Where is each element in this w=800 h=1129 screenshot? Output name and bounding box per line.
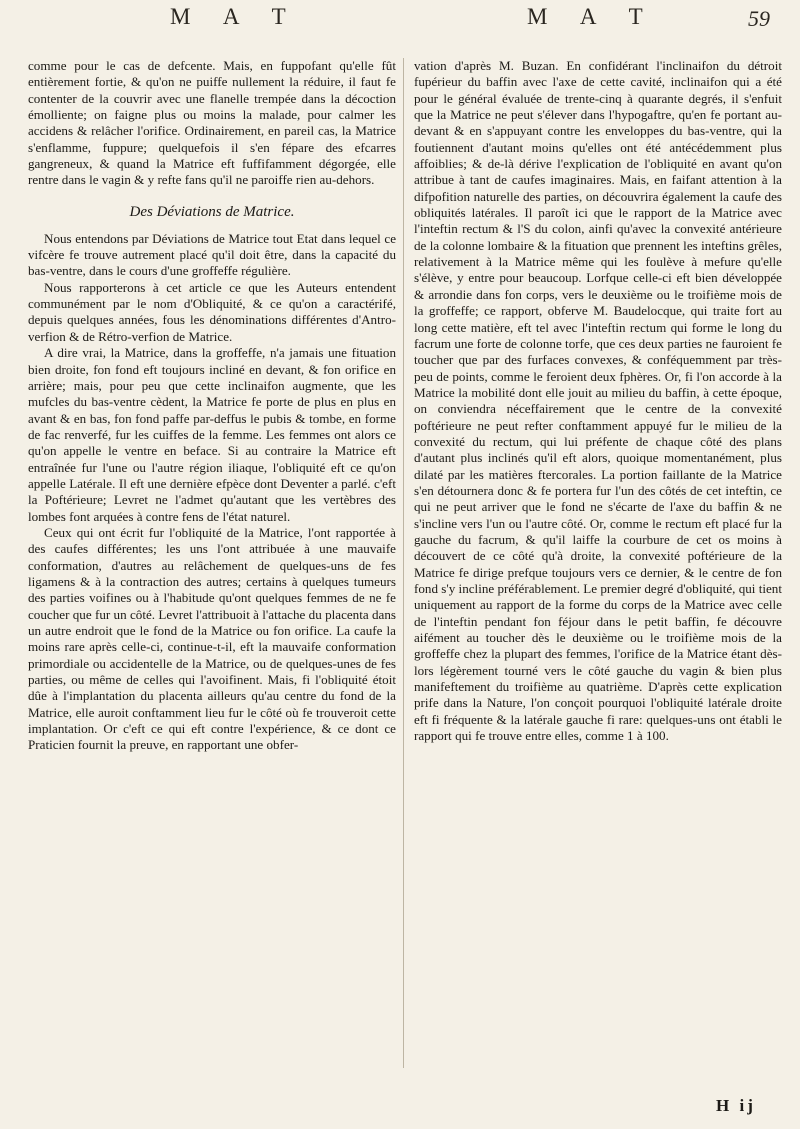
paragraph: Nous rapporterons à cet article ce que les Auteurs entendent communément par le nom d'Obliquité, & ce qu'on a caractérifé, depuis quelques années, fous les dénominations différentes d'Antro-verfion & de Rétro-verfion de Matrice. — [28, 279, 396, 344]
paragraph: Ceux qui ont écrit fur l'obliquité de la Matrice, l'ont rapportée à des caufes différentes; les uns l'ont attribuée à une mauvaife conformation, d'autres au relâchement de quelques-uns de fes ligamens & à la contraction des autres; certains à quelques tumeurs des parties voifines ou à l'habitude qu'ont quelques femmes de ne fe coucher que fur un côté. Levret l'attribuoit à l'attache du placenta dans un autre endroit que le fond de la Matrice ou fon orifice. La caufe la moins rare après celle-ci, continue-t-il, eft la mauvaife conformation primordiale ou accidentelle de la Matrice, ou de quelques-unes de fes parties, ou même de celles qui l'avoifinent. Mais, fi l'obliquité étoit dûe à l'implantation du placenta ailleurs qu'au centre du fond de la Matrice, elle auroit conftamment lieu fur le côté où fe trouveroit cette implantation. Or c'eft ce qui eft contre l'expérience, & ce dont ce Praticien fournit la preuve, en rapportant une obfer- — [28, 524, 396, 753]
right-column — [414, 58, 782, 744]
left-column — [28, 58, 396, 754]
running-head-right: M A T — [527, 4, 657, 29]
paragraph: A dire vrai, la Matrice, dans la groffeffe, n'a jamais une fituation bien droite, fon fond eft toujours incliné en devant, & fon orifice en arrière; mais, pour peu que cette inclinaifon augmente, que les mufcles du bas-ventre cèdent, la Matrice fe porte de plus en plus en avant & en bas, fon fond paffe par-deffus le pubis & tombe, en forme de fac renverfé, fur les cuiffes de la femme. Les femmes ont alors ce qu'on appelle le ventre en beface. Si au contraire la Matrice eft entraînée fur l'une ou l'autre région iliaque, l'obliquité eft ce qu'on appelle Latérale. Il eft une dernière efpèce dont Deventer a parlé. c'eft la Poftérieure; Levret ne l'admet qu'autant que les vertèbres des lombes font arquées à contre fens de l'état naturel. — [28, 345, 396, 524]
paragraph: comme pour le cas de defcente. Mais, en fuppofant qu'elle fût entièrement fortie, & qu'on ne puiffe nullement la réduire, il faut fe contenter de la couvrir avec une flanelle trempée dans la décoction émolliente; on faigne plus ou moins la malade, pour calmer les accidens & relâcher l'orifice. Ordinairement, en pareil cas, la Matrice s'enflamme, fuppure; quelquefois il s'en fépare des efcarres gangreneux, & quand la Matrice eft fuffifamment dégorgée, elle rentre dans le vagin & y refte fans qu'il ne paroiffe rien au-dehors. — [28, 58, 396, 188]
page-number: 59 — [748, 6, 770, 31]
paragraph: vation d'après M. Buzan. En confidérant l'inclinaifon du détroit fupérieur du baffin avec l'axe de cette cavité, inclinaifon qui a été pour le général évaluée de trente-cinq à quarante degrés, il s'enfuit que la Matrice ne peut s'élever dans l'hypogaftre, qu'en fe portant au-devant & en s'appuyant contre les enveloppes du bas-ventre, qui la foutiennent d'autant moins qu'elles ont été antécédemment plus affoiblies; & de-là dérive l'explication de l'obliquité en avant qu'on attribue à tant de caufes imaginaires. Mais, en faifant attention à la difpofition naturelle des parties, on découvrira également la caufe des obliquités latérales. Il paroît ici que le rapport de la Matrice avec l'inteftin rectum & l'S du colon, ainfi qu'avec la convexité antérieure de la colonne lombaire & la fituation que prennent les inteftins grêles, relativement à la Matrice même qui les foulève à mefure qu'elle s'élève, y entre pour beaucoup. Lorfque celle-ci eft bien développée & arrondie dans fon corps, vers le deuxième ou le troifième mois de la groffeffe; ce rapport, obferve M. Baudelocque, qui traite fort au long cette matière, eft tel avec l'inteftin rectum qui forme le long du facrum une forte de colonne torfe, que ces deux parties ne fauroient fe toucher que par des furfaces convexes, & conféquemment par très-peu de points, comme le feroient deux fphères. Or, fi l'on accorde à la Matrice la mobilité dont elle jouit au milieu du baffin, à cette époque, on conviendra néceffairement que le centre de la convexité poftérieure ne peut refter conftamment appuyé fur le milieu de la convexité du rectum, qui lui préfente de chaque côté des plans d'autant plus inclinés qu'il eft alors, quoique momentanément, plus dilaté par les matières ftercorales. La portion faillante de la Matrice s'en détournera donc & fe portera fur l'un des côtés de cet inteftin, ce qui ne peut arriver que le fond ne s'écarte de l'axe du baffin & ne s'incline vers l'un ou l'autre côté. Or, comme le rectum eft placé fur la gauche du facrum, & qu'il laiffe la courbure de cet os moins à découvert de ce côté qu'à droite, la convexité poftérieure de la Matrice fe dirige prefque toujours vers ce dernier, & le centre de fon fond s'y incline préférablement. Le premier degré d'obliquité, qui tient uniquement au rapport de la forme du corps de la Matrice avec celle de l'inteftin pendant fon féjour dans le petit baffin, fe découvre aifément au toucher dès le deuxième ou le troifième mois de la groffeffe chez la plupart des femmes, l'orifice de la Matrice étant dès-lors légèrement tourné vers le côté gauche du vagin & bien plus manifeftement du troifième au quatrième. D'après cette explication prife dans la Nature, l'on conçoit pourquoi l'obliquité latérale droite eft fi fréquente & la latérale gauche fi rare: quelques-uns ont établi le rapport qui fe trouve entre elles, comme 1 à 100. — [414, 58, 782, 744]
paragraph: Nous entendons par Déviations de Matrice tout Etat dans lequel ce vifcère fe trouve autrement placé qu'il doit être, dans la capacité du bas-ventre, dans le cours d'une groffeffe régulière. — [28, 230, 396, 279]
column-divider — [403, 58, 404, 1068]
section-heading: Des Déviations de Matrice. — [129, 203, 295, 220]
signature-mark: H ij — [716, 1096, 756, 1115]
running-head-left: M A T — [170, 4, 300, 29]
